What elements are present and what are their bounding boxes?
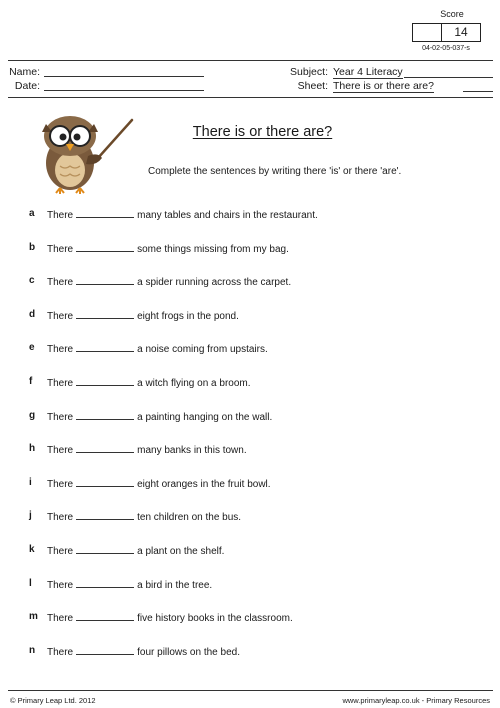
answer-blank[interactable]	[76, 275, 134, 285]
question-sentence	[47, 242, 289, 255]
question-sentence	[47, 510, 241, 523]
question-sentence	[47, 645, 240, 658]
question-letter: j	[29, 510, 32, 521]
answer-blank[interactable]	[76, 208, 134, 218]
question-letter: l	[29, 578, 32, 589]
question-letter: k	[29, 544, 35, 555]
question-letter: g	[29, 410, 36, 421]
question-sentence	[47, 544, 224, 557]
question-sentence	[47, 477, 271, 490]
subject-value: Year 4 Literacy	[333, 66, 403, 78]
question-rest: a noise coming from upstairs.	[137, 344, 268, 355]
question-rest: a painting hanging on the wall.	[137, 412, 273, 423]
score-box-empty	[412, 23, 442, 42]
sheet-value: There is or there are?	[333, 80, 434, 92]
question-sentence	[47, 611, 293, 624]
question-lead: There	[47, 244, 74, 255]
question-sentence	[47, 410, 272, 423]
question-lead: There	[47, 613, 74, 624]
date-label: Date:	[14, 80, 40, 92]
answer-blank[interactable]	[76, 645, 134, 655]
answer-blank[interactable]	[76, 242, 134, 252]
question-sentence	[47, 208, 318, 221]
sheet-label: Sheet:	[297, 80, 328, 92]
question-letter: d	[29, 309, 36, 320]
question-rest: a bird in the tree.	[137, 580, 213, 591]
answer-blank[interactable]	[76, 477, 134, 487]
question-lead: There	[47, 311, 74, 322]
question-letter: f	[29, 376, 33, 387]
sheet-code: 04-02-05-037-s	[422, 45, 470, 52]
question-lead: There	[47, 344, 74, 355]
question-letter: n	[29, 645, 36, 656]
instructions: Complete the sentences by writing there 'is' or there 'are'.	[148, 166, 402, 177]
question-letter: c	[29, 275, 35, 286]
question-rest: eight frogs in the pond.	[137, 311, 239, 322]
sheet-line	[463, 91, 493, 92]
question-sentence	[47, 342, 268, 355]
header-top-rule	[8, 60, 493, 61]
answer-blank[interactable]	[76, 376, 134, 386]
question-rest: ten children on the bus.	[137, 512, 242, 523]
question-lead: There	[47, 647, 74, 658]
date-field[interactable]	[44, 90, 204, 91]
owl-teacher-icon	[40, 108, 140, 198]
question-rest: some things missing from my bag.	[137, 244, 289, 255]
answer-blank[interactable]	[76, 342, 134, 352]
question-letter: m	[29, 611, 38, 622]
question-lead: There	[47, 580, 74, 591]
score-label: Score	[440, 9, 464, 19]
question-lead: There	[47, 412, 74, 423]
question-lead: There	[47, 512, 74, 523]
footer-rule	[8, 690, 493, 691]
question-sentence	[47, 443, 247, 456]
answer-blank[interactable]	[76, 309, 134, 319]
answer-blank[interactable]	[76, 544, 134, 554]
question-sentence	[47, 275, 291, 288]
worksheet-title: There is or there are?	[192, 124, 333, 140]
footer-copyright: © Primary Leap Ltd. 2012	[10, 696, 96, 705]
answer-blank[interactable]	[76, 410, 134, 420]
question-lead: There	[47, 210, 74, 221]
question-rest: eight oranges in the fruit bowl.	[137, 479, 271, 490]
question-rest: a plant on the shelf.	[137, 546, 225, 557]
question-lead: There	[47, 546, 74, 557]
question-rest: four pillows on the bed.	[137, 647, 240, 658]
subject-label: Subject:	[290, 66, 328, 78]
question-lead: There	[47, 277, 74, 288]
answer-blank[interactable]	[76, 510, 134, 520]
question-letter: i	[29, 477, 32, 488]
question-rest: a witch flying on a broom.	[137, 378, 251, 389]
answer-blank[interactable]	[76, 578, 134, 588]
answer-blank[interactable]	[76, 611, 134, 621]
header-bottom-rule	[8, 97, 493, 98]
question-letter: h	[29, 443, 36, 454]
question-lead: There	[47, 445, 74, 456]
question-sentence	[47, 376, 251, 389]
question-rest: five history books in the classroom.	[137, 613, 293, 624]
question-lead: There	[47, 378, 74, 389]
footer-website: www.primaryleap.co.uk - Primary Resources	[342, 696, 490, 705]
question-letter: b	[29, 242, 36, 253]
question-rest: many tables and chairs in the restaurant.	[137, 210, 318, 221]
question-sentence	[47, 578, 212, 591]
answer-blank[interactable]	[76, 443, 134, 453]
question-rest: a spider running across the carpet.	[137, 277, 292, 288]
question-sentence	[47, 309, 239, 322]
name-label: Name:	[9, 66, 40, 78]
question-letter: e	[29, 342, 35, 353]
question-letter: a	[29, 208, 35, 219]
score-value: 14	[441, 23, 481, 42]
question-rest: many banks in this town.	[137, 445, 247, 456]
name-field[interactable]	[44, 76, 204, 77]
question-lead: There	[47, 479, 74, 490]
subject-line	[404, 77, 493, 78]
